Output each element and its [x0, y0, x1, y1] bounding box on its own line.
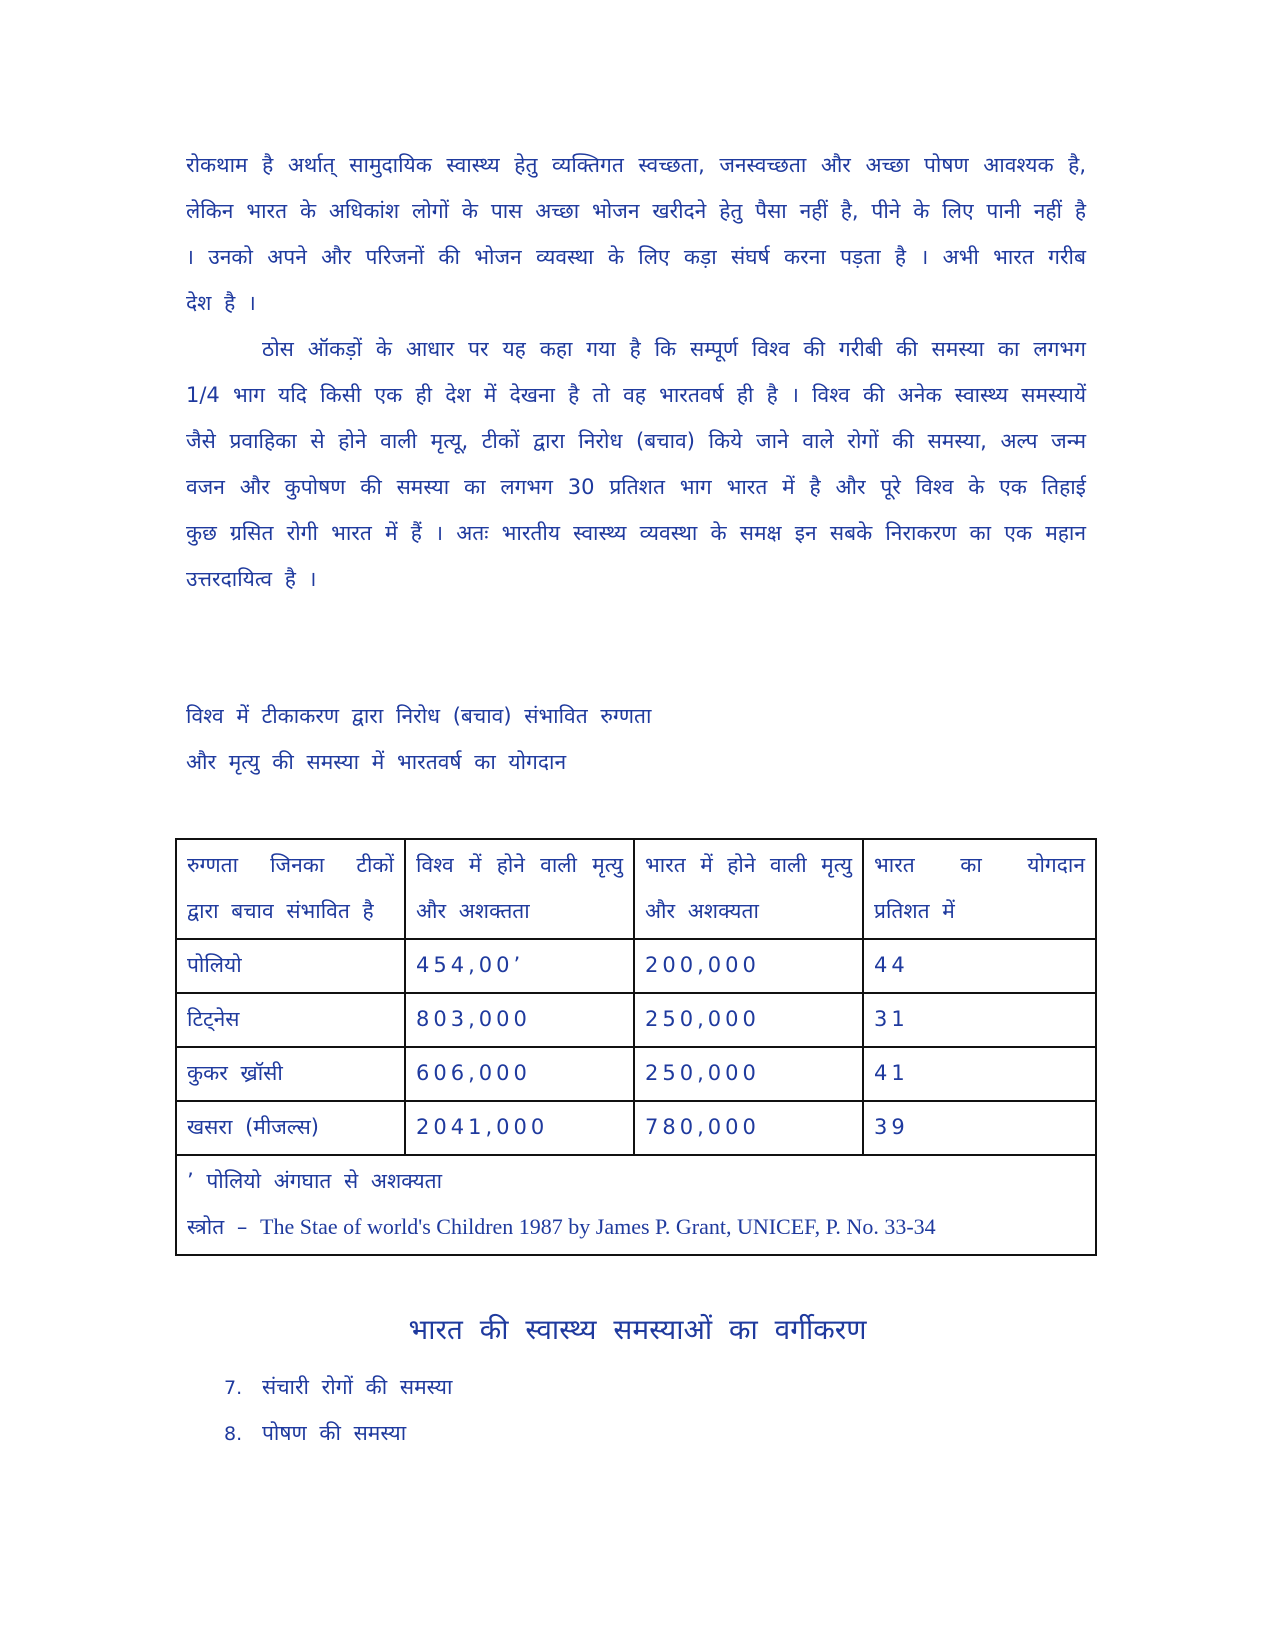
header-india-share: भारत का योगदान प्रतिशत में — [863, 839, 1096, 939]
list-item-text: संचारी रोगों की समस्या — [262, 1375, 453, 1399]
cell-disease: पोलियो — [176, 939, 405, 993]
cell-india: 250,000 — [634, 993, 863, 1047]
table-footer-cell — [176, 1155, 1096, 1255]
header-india-deaths: भारत में होने वाली मृत्यु और अशक्यता — [634, 839, 863, 939]
table-caption-line-1: विश्व में टीकाकरण द्वारा निरोध (बचाव) संभावित रुग्णता — [186, 704, 652, 728]
immunization-table — [175, 838, 1097, 1256]
source-text: The Stae of world's Children 1987 by James P. Grant, UNICEF, P. No. 33-34 — [260, 1214, 936, 1239]
list-item-number: 8. — [224, 1423, 243, 1445]
cell-share: 41 — [863, 1047, 1096, 1101]
header-disease: रुग्णता जिनका टीकों द्वारा बचाव संभावित है — [176, 839, 405, 939]
cell-india: 200,000 — [634, 939, 863, 993]
list-item-text: पोषण की समस्या — [262, 1421, 407, 1445]
cell-india: 780,000 — [634, 1101, 863, 1155]
source-citation — [187, 1204, 1085, 1250]
table-row — [176, 1101, 1096, 1155]
list-item — [224, 1410, 406, 1457]
cell-disease: टिट्नेस — [176, 993, 405, 1047]
table-header-row — [176, 839, 1096, 939]
cell-disease: कुकर ख्रॉसी — [176, 1047, 405, 1101]
cell-world: 454,00’ — [405, 939, 634, 993]
section-heading: भारत की स्वास्थ्य समस्याओं का वर्गीकरण — [408, 1313, 867, 1346]
paragraph-world-poverty: ठोस ऑकड़ों के आधार पर यह कहा गया है कि सम्पूर्ण विश्व की गरीबी की समस्या का लगभग 1/4 भाग यदि किसी एक ही देश में देखना है तो वह भारतवर्ष ही है । विश्व की अनेक स्वास्थ्य समस्यायें जैसे प्रवाहिका से होने वाली मृत्यू, टीकों द्वारा निरोध (बचाव) किये जाने वाले रोगों की समस्या, अल्प जन्म वजन और कुपोषण की समस्या का लगभग 30 प्रतिशत भाग भारत में है और पूरे विश्व के एक तिहाई कुछ ग्रसित रोगी भारत में हैं । अतः भारतीय स्वास्थ्य व्यवस्था के समक्ष इन सबके निराकरण का एक महान उत्तरदायित्व है । — [186, 337, 1086, 591]
header-world-deaths: विश्व में होने वाली मृत्यु और अशक्तता — [405, 839, 634, 939]
cell-share: 31 — [863, 993, 1096, 1047]
table-caption-line-2: और मृत्यु की समस्या में भारतवर्ष का योगदान — [186, 750, 567, 774]
cell-share: 44 — [863, 939, 1096, 993]
cell-disease: खसरा (मीजल्स) — [176, 1101, 405, 1155]
cell-world: 803,000 — [405, 993, 634, 1047]
list-item — [224, 1364, 452, 1411]
cell-world: 2041,000 — [405, 1101, 634, 1155]
footnote-polio: ’ पोलियो अंगघात से अशक्यता — [187, 1169, 443, 1193]
list-item-number: 7. — [224, 1377, 243, 1399]
table-row — [176, 939, 1096, 993]
cell-world: 606,000 — [405, 1047, 634, 1101]
paragraph-prevention: रोकथाम है अर्थात् सामुदायिक स्वास्थ्य हेतु व्यक्तिगत स्वच्छता, जनस्वच्छता और अच्छा पोषण आवश्यक है, लेकिन भारत के अधिकांश लोगों के पास अच्छा भोजन खरीदने हेतु पैसा नहीं है, पीने के लिए पानी नहीं है । उनको अपने और परिजनों की भोजन व्यवस्था के लिए कड़ा संघर्ष करना पड़ता है । अभी भारत गरीब देश है । — [186, 153, 1086, 315]
table-footer-row — [176, 1155, 1096, 1255]
cell-share: 39 — [863, 1101, 1096, 1155]
table-row — [176, 1047, 1096, 1101]
cell-india: 250,000 — [634, 1047, 863, 1101]
table-row — [176, 993, 1096, 1047]
source-label: स्त्रोत – — [187, 1215, 248, 1239]
